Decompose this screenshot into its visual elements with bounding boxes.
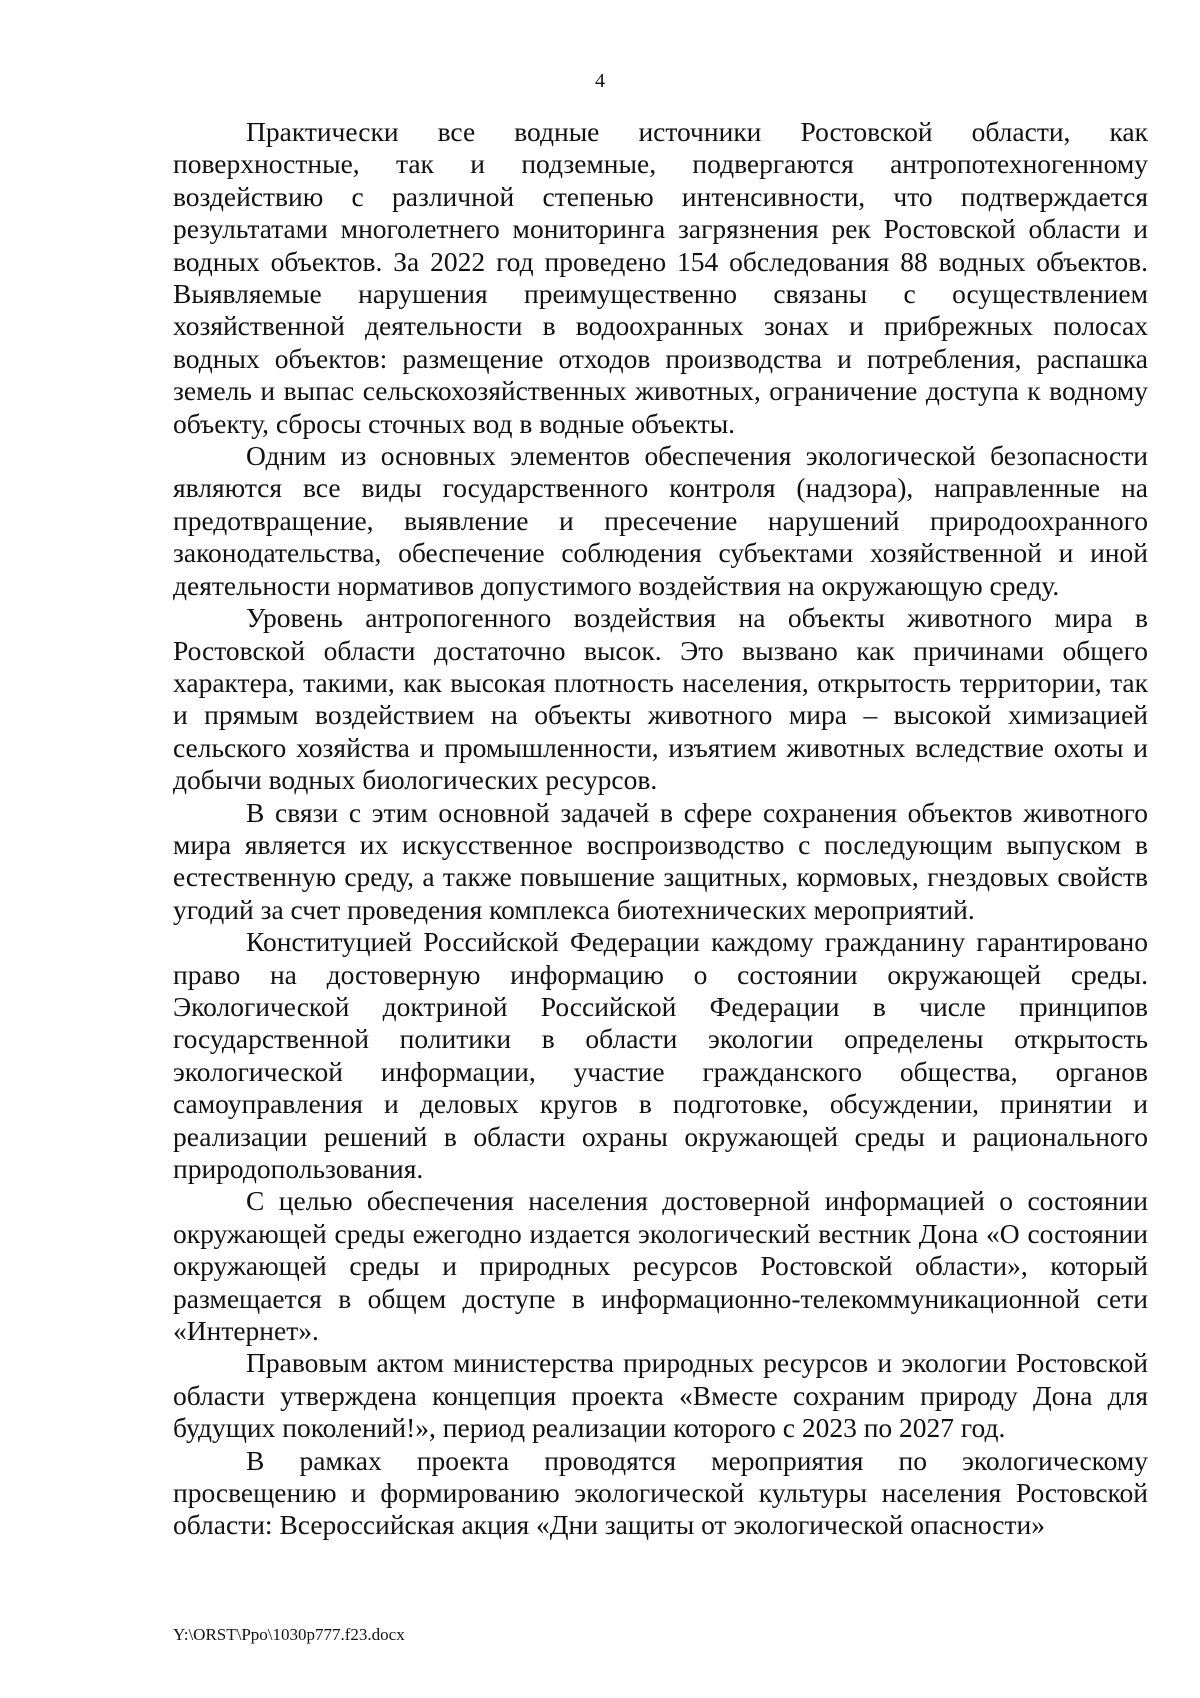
paragraph-wildlife-impact: Уровень антропогенного воздействия на объекты животного мира в Ростовской области достаточно высок. Это вызвано как причинами общего характера, такими, как высокая плотность населения, открытость территории, так и прямым воздействием на объекты животного мира – высокой химизацией сельского хозяйства и промышленности, изъятием животных вследствие охоты и добычи водных биологических ресурсов. xyxy=(173,602,1148,796)
document-body xyxy=(173,116,1148,1542)
paragraph-project-concept: Правовым актом министерства природных ресурсов и экологии Ростовской области утверждена концепция проекта «Вместе сохраним природу Дона для будущих поколений!», период реализации которого с 2023 по 2027 год. xyxy=(173,1347,1148,1444)
paragraph-wildlife-reproduction: В связи с этим основной задачей в сфере сохранения объектов животного мира является их искусственное воспроизводство с последующим выпуском в естественную среду, а также повышение защитных, кормовых, гнездовых свойств угодий за счет проведения комплекса биотехнических мероприятий. xyxy=(173,796,1148,925)
paragraph-right-to-information: Конституцией Российской Федерации каждому гражданину гарантировано право на достоверную информацию о состоянии окружающей среды. Экологической доктриной Российской Федерации в числе принципов государственной политики в области экологии определены открытость экологической информации, участие гражданского общества, органов самоуправления и деловых кругов в подготовке, обсуждении, принятии и реализации решений в области охраны окружающей среды и рационального природопользования. xyxy=(173,926,1148,1184)
footer-file-path: Y:\ORST\Ppo\1030p777.f23.docx xyxy=(173,1625,405,1644)
paragraph-ecological-bulletin: С целью обеспечения населения достоверной информацией о состоянии окружающей среды ежегодно издается экологический вестник Дона «О состоянии окружающей среды и природных ресурсов Ростовской области», который размещается в общем доступе в информационно-телекоммуникационной сети «Интернет». xyxy=(173,1185,1148,1347)
paragraph-water-sources: Практически все водные источники Ростовской области, как поверхностные, так и подземные, подвергаются антропотехногенному воздействию с различной степенью интенсивности, что подтверждается результатами многолетнего мониторинга загрязнения рек Ростовской области и водных объектов. За 2022 год проведено 154 обследования 88 водных объектов. Выявляемые нарушения преимущественно связаны с осуществлением хозяйственной деятельности в водоохранных зонах и прибрежных полосах водных объектов: размещение отходов производства и потребления, распашка земель и выпас сельскохозяйственных животных, ограничение доступа к водному объекту, сбросы сточных вод в водные объекты. xyxy=(173,116,1148,439)
page-number: 4 xyxy=(595,70,605,92)
paragraph-state-control: Одним из основных элементов обеспечения экологической безопасности являются все виды государственного контроля (надзора), направленные на предотвращение, выявление и пресечение нарушений природоохранного законодательства, обеспечение соблюдения субъектами хозяйственной и иной деятельности нормативов допустимого воздействия на окружающую среду. xyxy=(173,440,1148,601)
paragraph-project-events: В рамках проекта проводятся мероприятия по экологическому просвещению и формированию экологической культуры населения Ростовской области: Всероссийская акция «Дни защиты от экологической опасности» xyxy=(173,1444,1148,1541)
